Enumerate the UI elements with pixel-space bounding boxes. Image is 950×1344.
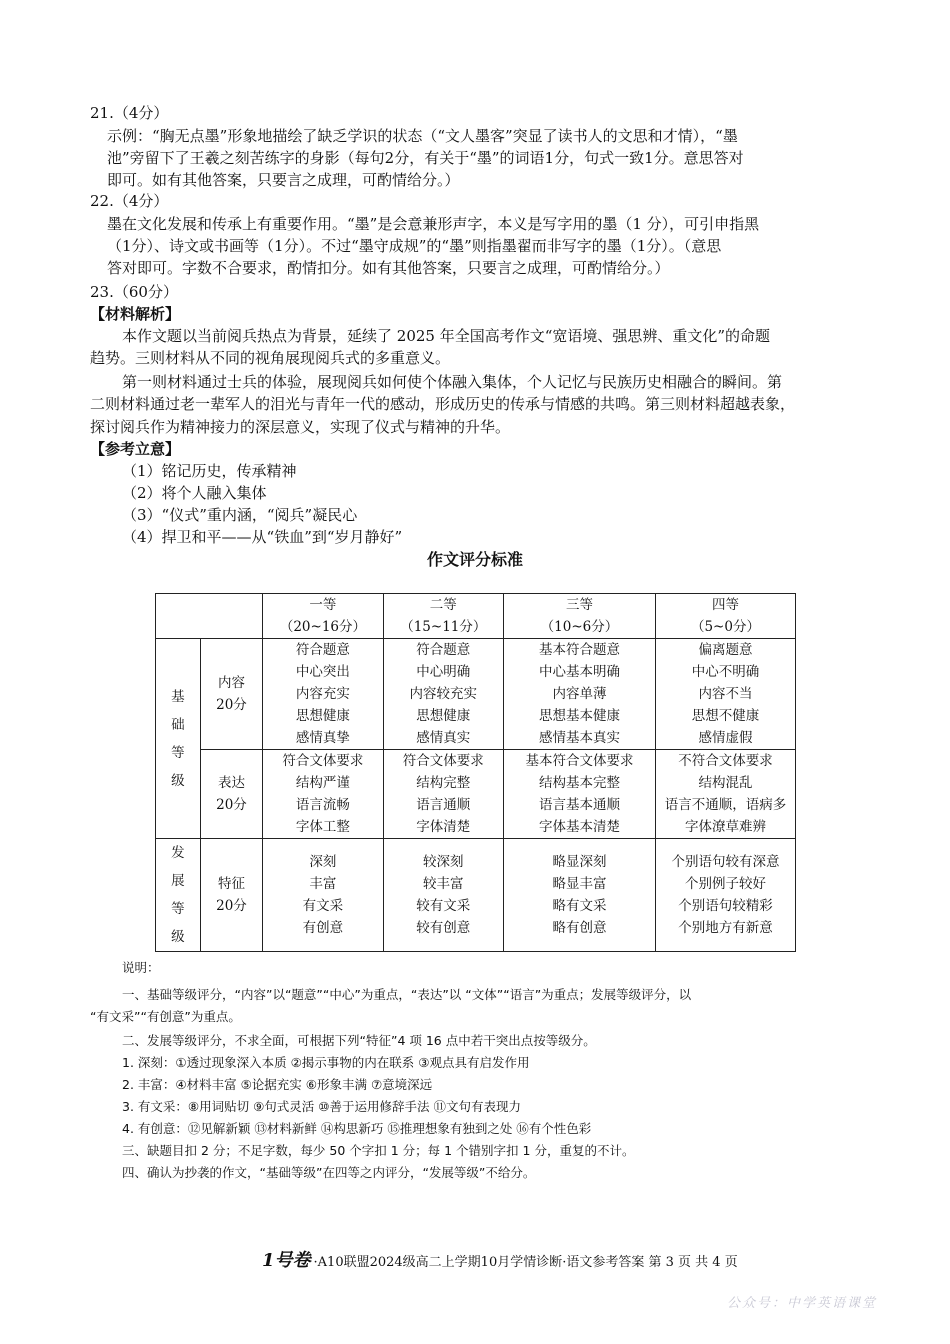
answer-line: 即可。如有其他答案，只要言之成理，可酌情给分。） — [107, 171, 460, 189]
cell-line: 深刻 — [309, 854, 337, 870]
grade-range: （5~0分） — [690, 619, 760, 635]
criterion — [200, 639, 263, 750]
answer-line: 示例：“胸无点墨”形象地描绘了缺乏学识的状态（“文人墨客”突显了读书人的文思和才情），“墨 — [107, 127, 738, 145]
analysis-line: 趋势。三则材料从不同的视角展现阅兵式的多重意义。 — [90, 349, 451, 367]
cell-line: 语言流畅 — [295, 797, 350, 813]
cell-line: 略显深刻 — [552, 854, 607, 870]
grade-name: 一等 — [309, 597, 337, 613]
cell-line: 个别地方有新意 — [678, 920, 773, 936]
cell-line: 语言不通顺，语病多 — [664, 797, 787, 813]
grade-range: （10~6分） — [540, 619, 619, 635]
idea-item: （2）将个人融入集体 — [122, 484, 267, 502]
cell-line: 不符合文体要求 — [678, 753, 773, 769]
note-line: 二、发展等级评分，不求全面，可根据下列“特征”4 项 16 点中若干突出点按等级分。 — [122, 1033, 596, 1048]
cell-line: 感情真实 — [416, 730, 471, 746]
cell-line: 较丰富 — [423, 876, 464, 892]
analysis-line: 本作文题以当前阅兵热点为背景，延续了 2025 年全国高考作文“宽语境、强思辨、重文化”的命题 — [122, 327, 771, 345]
page-footer — [262, 1246, 738, 1272]
rubric-cell — [263, 639, 383, 750]
cell-line: 内容充实 — [295, 686, 350, 702]
grade-range: （20~16分） — [279, 619, 366, 635]
analysis-line: 二则材料通过老一辈军人的泪光与青年一代的感动，形成历史的传承与情感的共鸣。第三则材料超越表象， — [90, 395, 796, 413]
cell-line: 个别语句较精彩 — [678, 898, 773, 914]
answer-line: 池”旁留下了王羲之刻苦练字的身影（每句2分，有关于“墨”的词语1分，句式一致1分。意思答对 — [107, 149, 744, 167]
grade-header — [655, 594, 795, 639]
cell-line: 中心突出 — [295, 664, 350, 680]
cell-line: 内容较充实 — [409, 686, 478, 702]
cell-line: 较深刻 — [423, 854, 464, 870]
cell-line: 个别语句较有深意 — [671, 854, 780, 870]
criterion — [200, 750, 263, 839]
grade-name: 三等 — [565, 597, 593, 613]
level-char: 级 — [171, 929, 185, 945]
rubric-row — [156, 839, 796, 952]
question-21-title: 21.（4分） — [90, 104, 169, 122]
criterion-label: 特征 — [217, 876, 245, 892]
idea-item: （3）“仪式”重内涵，“阅兵”凝民心 — [122, 506, 358, 524]
cell-line: 中心不明确 — [691, 664, 760, 680]
rubric-row — [156, 639, 796, 750]
level-char: 发 — [171, 845, 185, 861]
level-char: 等 — [171, 744, 185, 761]
cell-line: 中心基本明确 — [538, 664, 620, 680]
level-char: 级 — [171, 772, 185, 789]
cell-line: 思想基本健康 — [538, 708, 620, 724]
rubric-cell — [383, 750, 503, 839]
rubric-cell — [383, 639, 503, 750]
grade-name: 四等 — [711, 597, 739, 613]
cell-line: 符合题意 — [416, 642, 471, 658]
cell-line: 丰富 — [309, 876, 337, 892]
criterion-points: 20分 — [216, 898, 247, 914]
cell-line: 结构完整 — [416, 775, 471, 791]
cell-line: 字体基本清楚 — [538, 819, 620, 835]
cell-line: 结构混乱 — [698, 775, 753, 791]
note-line: 2. 丰富：④材料丰富 ⑤论据充实 ⑥形象丰满 ⑦意境深远 — [122, 1077, 433, 1092]
section-heading: 【参考立意】 — [90, 440, 181, 458]
cell-line: 内容不当 — [698, 686, 753, 702]
cell-line: 语言基本通顺 — [538, 797, 620, 813]
note-line: 四、确认为抄袭的作文，“基础等级”在四等之内评分，“发展等级”不给分。 — [122, 1165, 536, 1180]
cell-line: 结构严谨 — [295, 775, 350, 791]
cell-line: 有文采 — [302, 898, 344, 914]
cell-line: 个别例子较好 — [684, 876, 766, 892]
rubric-cell — [655, 839, 795, 952]
cell-line: 结构基本完整 — [538, 775, 620, 791]
header-row — [156, 594, 796, 639]
criterion-points: 20分 — [216, 797, 247, 813]
answer-line: （1分）、诗文或书画等（1分）。不过“墨守成规”的“墨”则指墨翟而非写字的墨（1分）。（意思 — [107, 237, 722, 255]
cell-line: 字体清楚 — [416, 819, 471, 835]
cell-line: 较有文采 — [416, 898, 471, 914]
cell-line: 符合文体要求 — [402, 753, 484, 769]
rubric-title: 作文评分标准 — [426, 550, 523, 569]
cell-line: 略显丰富 — [552, 876, 607, 892]
cell-line: 内容单薄 — [552, 686, 607, 702]
cell-line: 基本符合题意 — [538, 642, 620, 658]
level-group — [156, 639, 201, 839]
rubric-cell — [383, 839, 503, 952]
rubric-cell — [503, 639, 655, 750]
cell-line: 字体工整 — [295, 819, 350, 835]
level-group — [156, 839, 201, 952]
cell-line: 思想不健康 — [691, 708, 760, 724]
cell-line: 感情真挚 — [295, 730, 350, 746]
brand-logo: 1号卷 — [262, 1250, 311, 1271]
note-line: 1. 深刻：①透过现象深入本质 ②揭示事物的内在联系 ③观点具有启发作用 — [122, 1055, 530, 1070]
answer-line: 答对即可。字数不合要求，酌情扣分。如有其他答案，只要言之成理，可酌情给分。） — [107, 259, 670, 277]
note-line: 3. 有文采：⑧用词贴切 ⑨句式灵活 ⑩善于运用修辞手法 ⑪文句有表现力 — [122, 1099, 521, 1114]
rubric-cell — [503, 750, 655, 839]
analysis-line: 探讨阅兵作为精神接力的深层意义，实现了仪式与精神的升华。 — [90, 418, 511, 436]
cell-line: 较有创意 — [416, 920, 471, 936]
cell-line: 语言通顺 — [416, 797, 471, 813]
grade-header — [503, 594, 655, 639]
answer-line: 墨在文化发展和传承上有重要作用。“墨”是会意兼形声字，本义是写字用的墨（1 分），可引申指黑 — [107, 215, 760, 233]
grade-header — [263, 594, 383, 639]
question-23-title: 23.（60分） — [90, 283, 178, 301]
question-22-title: 22.（4分） — [90, 192, 169, 210]
cell-line: 思想健康 — [295, 708, 350, 724]
watermark: 公众号：中学英语课堂 — [727, 1296, 878, 1311]
cell-line: 符合文体要求 — [282, 753, 364, 769]
cell-line: 中心明确 — [416, 664, 471, 680]
note-line: 4. 有创意：⑫见解新颖 ⑬材料新鲜 ⑭构思新巧 ⑮推理想象有独到之处 ⑯有个性色彩 — [122, 1121, 592, 1136]
rubric-row — [156, 750, 796, 839]
criterion-points: 20分 — [216, 697, 247, 713]
rubric-cell — [655, 750, 795, 839]
cell-line: 符合题意 — [295, 642, 350, 658]
level-char: 础 — [171, 716, 185, 733]
cell-line: 感情基本真实 — [538, 730, 620, 746]
rubric-cell — [503, 839, 655, 952]
analysis-line: 第一则材料通过士兵的体验，展现阅兵如何使个体融入集体，个人记忆与民族历史相融合的瞬间。第 — [122, 373, 783, 391]
level-char: 基 — [171, 688, 185, 705]
cell-line: 思想健康 — [416, 708, 471, 724]
rubric-cell — [263, 750, 383, 839]
rubric-table — [155, 593, 796, 952]
grade-name: 二等 — [429, 597, 457, 613]
cell-line: 有创意 — [302, 920, 344, 936]
cell-line: 基本符合文体要求 — [525, 753, 634, 769]
level-char: 展 — [171, 873, 185, 889]
footer-text: ·A10联盟2024级高二上学期10月学情诊断·语文参考答案 第 3 页 共 4 页 — [313, 1255, 738, 1270]
notes-heading: 说明： — [122, 960, 160, 975]
grade-header — [383, 594, 503, 639]
criterion — [200, 839, 263, 952]
criterion-label: 内容 — [217, 675, 245, 691]
rubric-cell — [655, 639, 795, 750]
cell-line: 偏离题意 — [698, 642, 753, 658]
cell-line: 字体潦草难辨 — [684, 819, 766, 835]
note-line: “有文采”“有创意”为重点。 — [90, 1009, 241, 1024]
idea-item: （4）捍卫和平——从“铁血”到“岁月静好” — [122, 528, 403, 546]
idea-item: （1）铭记历史，传承精神 — [122, 462, 297, 480]
criterion-label: 表达 — [217, 775, 245, 791]
cell-line: 略有文采 — [552, 898, 607, 914]
cell-line: 感情虚假 — [698, 730, 753, 746]
grade-range: （15~11分） — [400, 619, 487, 635]
section-heading: 【材料解析】 — [90, 305, 181, 323]
note-line: 三、缺题目扣 2 分；不足字数，每少 50 个字扣 1 分；每 1 个错别字扣 1 分，重复的不计。 — [122, 1143, 635, 1158]
rubric-cell — [263, 839, 383, 952]
cell-line: 略有创意 — [552, 920, 607, 936]
level-char: 等 — [171, 901, 185, 917]
note-line: 一、基础等级评分，“内容”以“题意”“中心”为重点，“表达”以 “文体”“语言”为重点；发展等级评分，以 — [122, 987, 692, 1002]
